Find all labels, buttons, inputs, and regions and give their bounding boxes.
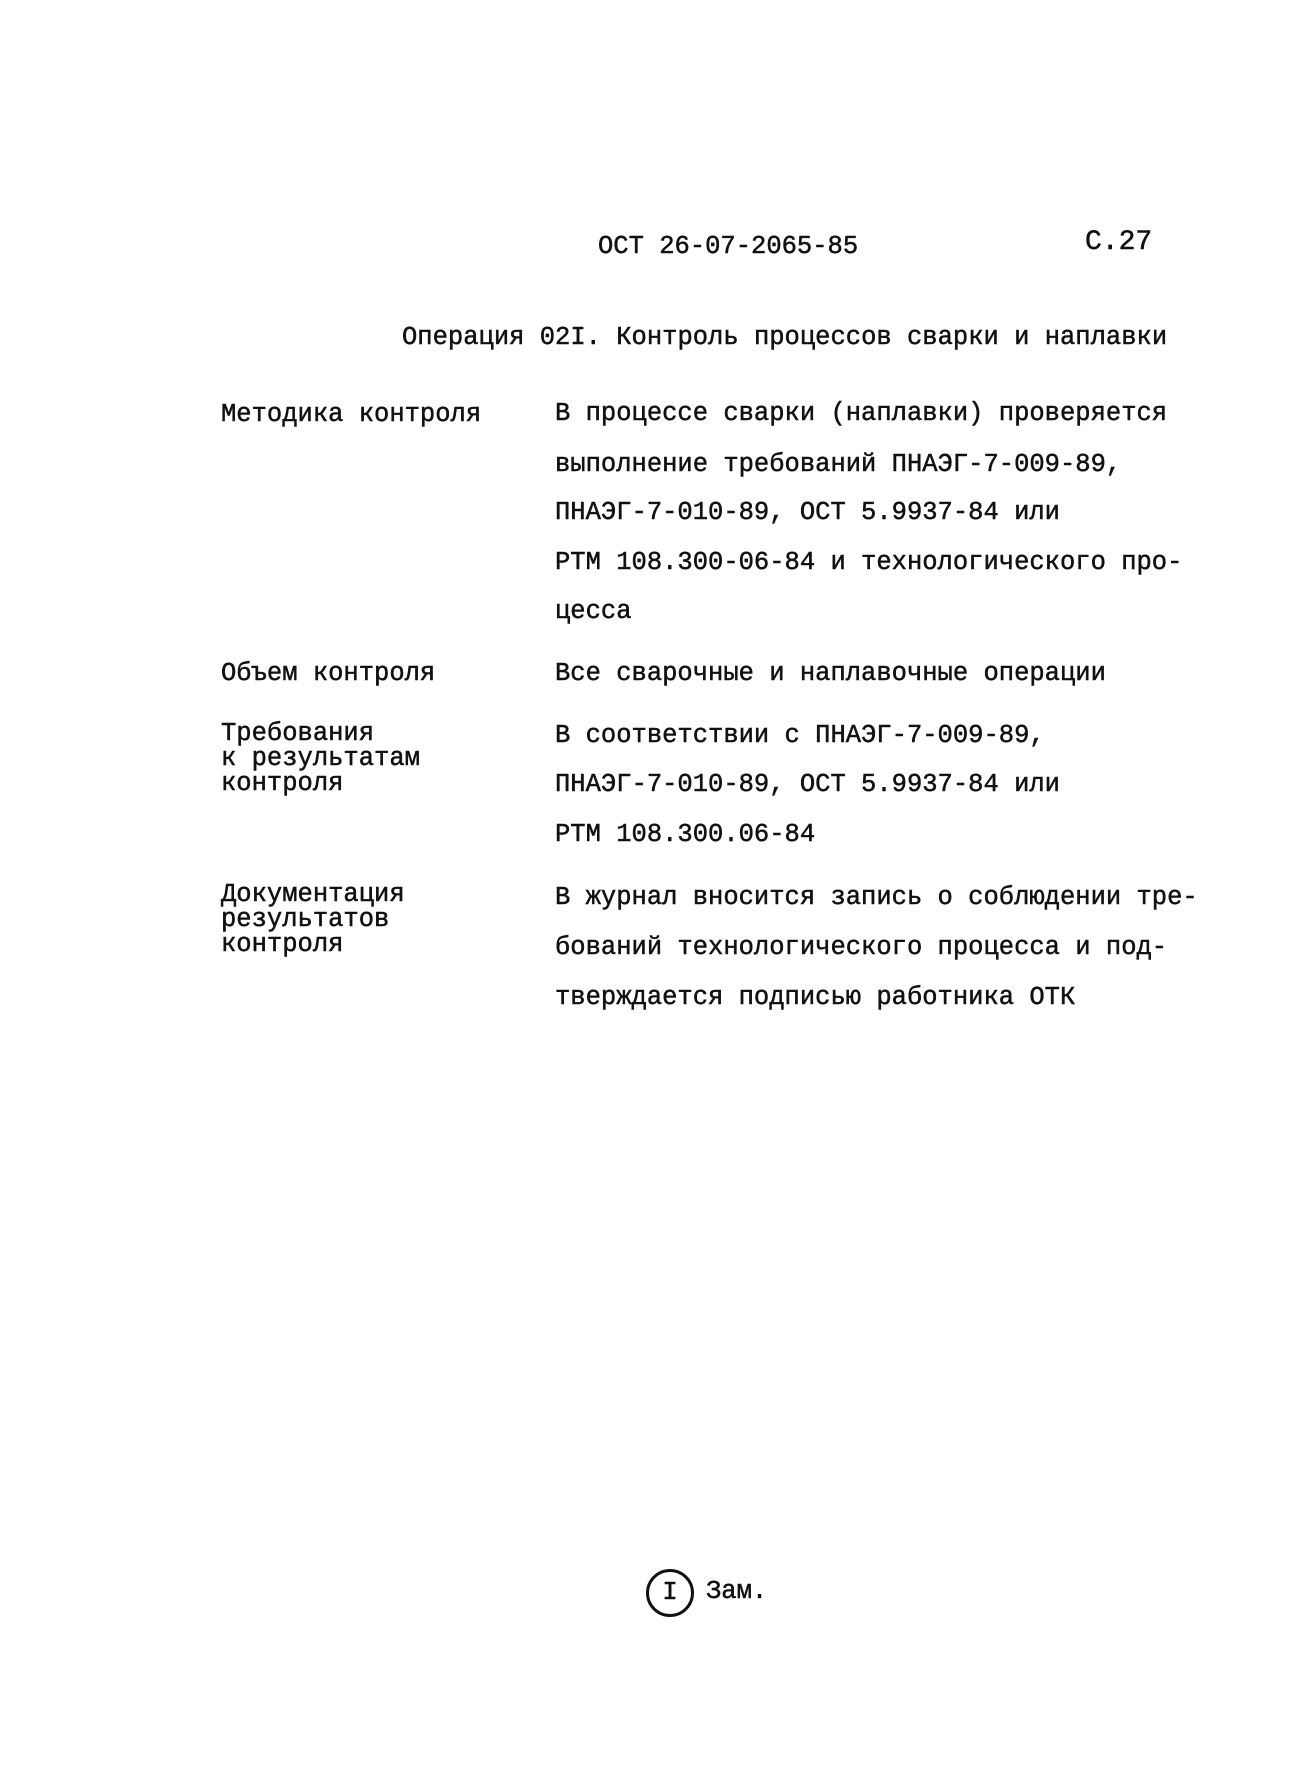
row-text-line: В процессе сварки (наплавки) проверяется xyxy=(555,399,1168,428)
label-line: Требования xyxy=(221,719,375,748)
row-text-line: тверждается подписью работника ОТК xyxy=(555,983,1076,1012)
label-line: к результатам xyxy=(221,744,420,773)
row-text-line: бований технологического процесса и под- xyxy=(555,933,1168,962)
row-label-method: Методика контроля xyxy=(221,400,482,429)
row-text-line: РТМ 108.300.06-84 xyxy=(555,820,816,849)
change-number-circle: I xyxy=(646,1569,694,1617)
row-text-line: выполнение требований ПНАЭГ-7-009-89, xyxy=(555,450,1122,479)
row-label-scope: Объем контроля xyxy=(221,659,436,688)
document-number: ОСТ 26-07-2065-85 xyxy=(598,232,859,261)
row-text-line: В соответствии с ПНАЭГ-7-009-89, xyxy=(555,721,1045,750)
label-line: контроля xyxy=(221,930,344,959)
row-text-line: РТМ 108.300-06-84 и технологического про- xyxy=(555,548,1183,577)
row-text-line: цесса xyxy=(555,597,632,626)
label-line: контроля xyxy=(221,769,344,798)
row-text-line: В журнал вносится запись о соблюдении тре- xyxy=(555,883,1198,912)
label-line: Документация xyxy=(221,880,405,909)
row-text-line: ПНАЭГ-7-010-89, ОСТ 5.9937-84 или xyxy=(555,498,1060,527)
label-line: результатов xyxy=(221,905,390,934)
row-text-line: Все сварочные и наплавочные операции xyxy=(555,659,1106,688)
row-text-line: ПНАЭГ-7-010-89, ОСТ 5.9937-84 или xyxy=(555,770,1060,799)
page-number: С.27 xyxy=(1085,227,1153,258)
operation-title: Операция 02I. Контроль процессов сварки и наплавки xyxy=(402,323,1168,352)
change-label: Зам. xyxy=(706,1577,768,1606)
